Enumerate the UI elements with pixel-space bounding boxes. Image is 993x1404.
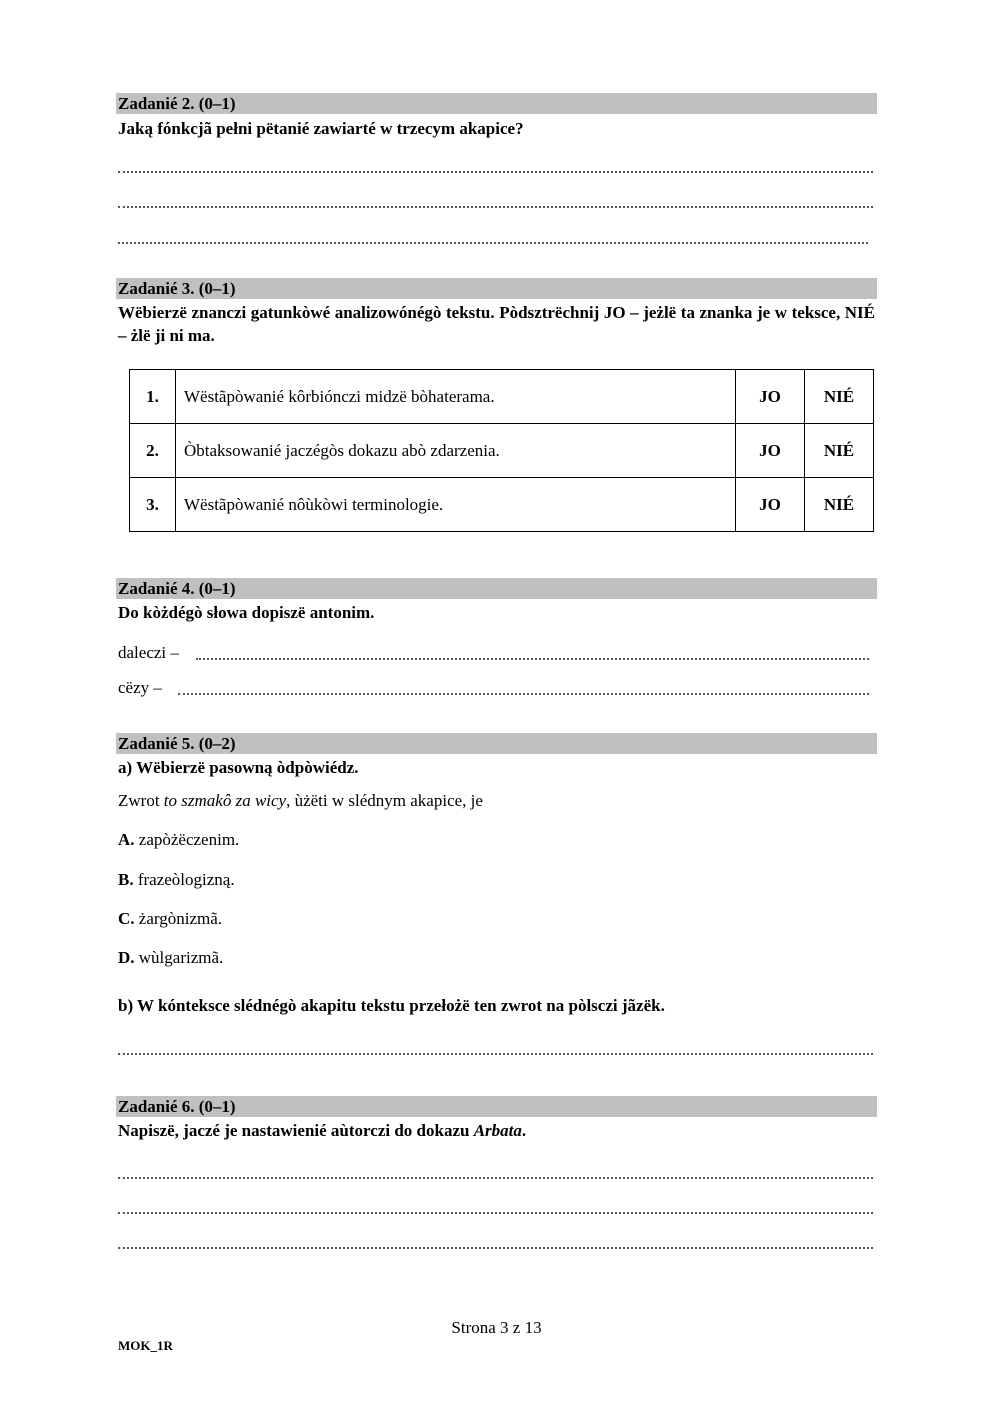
answer-line[interactable] bbox=[118, 157, 873, 173]
task6-question bbox=[118, 1119, 526, 1142]
page-number: Strona 3 z 13 bbox=[451, 1318, 542, 1337]
stem-text: , ùżëti w slédnym akapice, je bbox=[286, 791, 483, 810]
option-letter: C. bbox=[118, 909, 135, 928]
option-text: wùlgarizmã. bbox=[138, 948, 224, 967]
option-nie[interactable]: NIÉ bbox=[805, 424, 874, 478]
task5-part-a: a) Wëbierzë pasowną òdpòwiédz. bbox=[118, 758, 359, 777]
task3-header: Zadanié 3. (0–1) bbox=[116, 278, 877, 299]
task4-header: Zadanié 4. (0–1) bbox=[116, 578, 877, 599]
task3-question: Wëbierzë znanczi gatunkòwé analizowónégò tekstu. Pòdsztrëchnij JO – jeżlë ta znanka je w teksce, NIÉ – żlë ji ni ma. bbox=[118, 303, 875, 345]
antonym-word-2: cëzy – bbox=[118, 678, 162, 697]
antonym-word-1: daleczi – bbox=[118, 643, 179, 662]
row-number: 3. bbox=[130, 478, 176, 532]
option-jo[interactable]: JO bbox=[736, 478, 805, 532]
answer-line[interactable] bbox=[118, 1163, 873, 1179]
option-jo[interactable]: JO bbox=[736, 424, 805, 478]
option-c[interactable] bbox=[118, 907, 222, 930]
answer-line[interactable] bbox=[118, 1039, 873, 1055]
exam-code: MOK_1R bbox=[118, 1338, 173, 1353]
row-number: 1. bbox=[130, 370, 176, 424]
option-d[interactable] bbox=[118, 946, 223, 969]
table-row bbox=[130, 478, 874, 532]
option-nie[interactable]: NIÉ bbox=[805, 370, 874, 424]
option-jo[interactable]: JO bbox=[736, 370, 805, 424]
statement: Òbtaksowanié jaczégòs dokazu abò zdarzenia. bbox=[176, 424, 736, 478]
option-b[interactable] bbox=[118, 868, 235, 891]
row-number: 2. bbox=[130, 424, 176, 478]
table-row bbox=[130, 370, 874, 424]
answer-line[interactable] bbox=[118, 228, 868, 244]
stem-phrase: to szmakô za wicy bbox=[163, 791, 287, 810]
task5-part-b: b) W kóntekscе slédnégò akapitu tekstu przełożë ten zwrot na pòlsczi jãzëk. bbox=[118, 996, 665, 1015]
option-letter: D. bbox=[118, 948, 135, 967]
question-text: Napiszë, jaczé je nastawienié aùtorczi do dokazu bbox=[118, 1121, 474, 1140]
statement: Wëstãpòwanié nôùkòwi terminologie. bbox=[176, 478, 736, 532]
option-a[interactable] bbox=[118, 828, 239, 851]
task5-stem bbox=[118, 789, 483, 812]
stem-text: Zwrot bbox=[118, 791, 164, 810]
option-nie[interactable]: NIÉ bbox=[805, 478, 874, 532]
answer-line[interactable] bbox=[118, 192, 873, 208]
work-title: Arbata bbox=[473, 1121, 522, 1140]
option-letter: A. bbox=[118, 830, 135, 849]
option-letter: B. bbox=[118, 870, 134, 889]
task5-header: Zadanié 5. (0–2) bbox=[116, 733, 877, 754]
task6-header: Zadanié 6. (0–1) bbox=[116, 1096, 877, 1117]
option-text: frazeòlogizną. bbox=[137, 870, 235, 889]
answer-line[interactable] bbox=[118, 1233, 873, 1249]
task2-question: Jaką fónkcjã pełni pëtanié zawiarté w trzecym akapice? bbox=[118, 119, 524, 138]
option-text: zapòżëczenim. bbox=[138, 830, 240, 849]
question-text: . bbox=[521, 1121, 527, 1140]
task2-header: Zadanié 2. (0–1) bbox=[116, 93, 877, 114]
antonym-answer-line-2[interactable] bbox=[178, 679, 869, 695]
answer-line[interactable] bbox=[118, 1198, 873, 1214]
statement: Wëstãpòwanié kôrbiónczi midzë bòhaterama. bbox=[176, 370, 736, 424]
task4-question: Do kòżdégò słowa dopiszë antonim. bbox=[118, 603, 375, 622]
antonym-answer-line-1[interactable] bbox=[196, 644, 869, 660]
table-row bbox=[130, 424, 874, 478]
true-false-table bbox=[129, 369, 874, 532]
option-text: żargònizmã. bbox=[138, 909, 223, 928]
